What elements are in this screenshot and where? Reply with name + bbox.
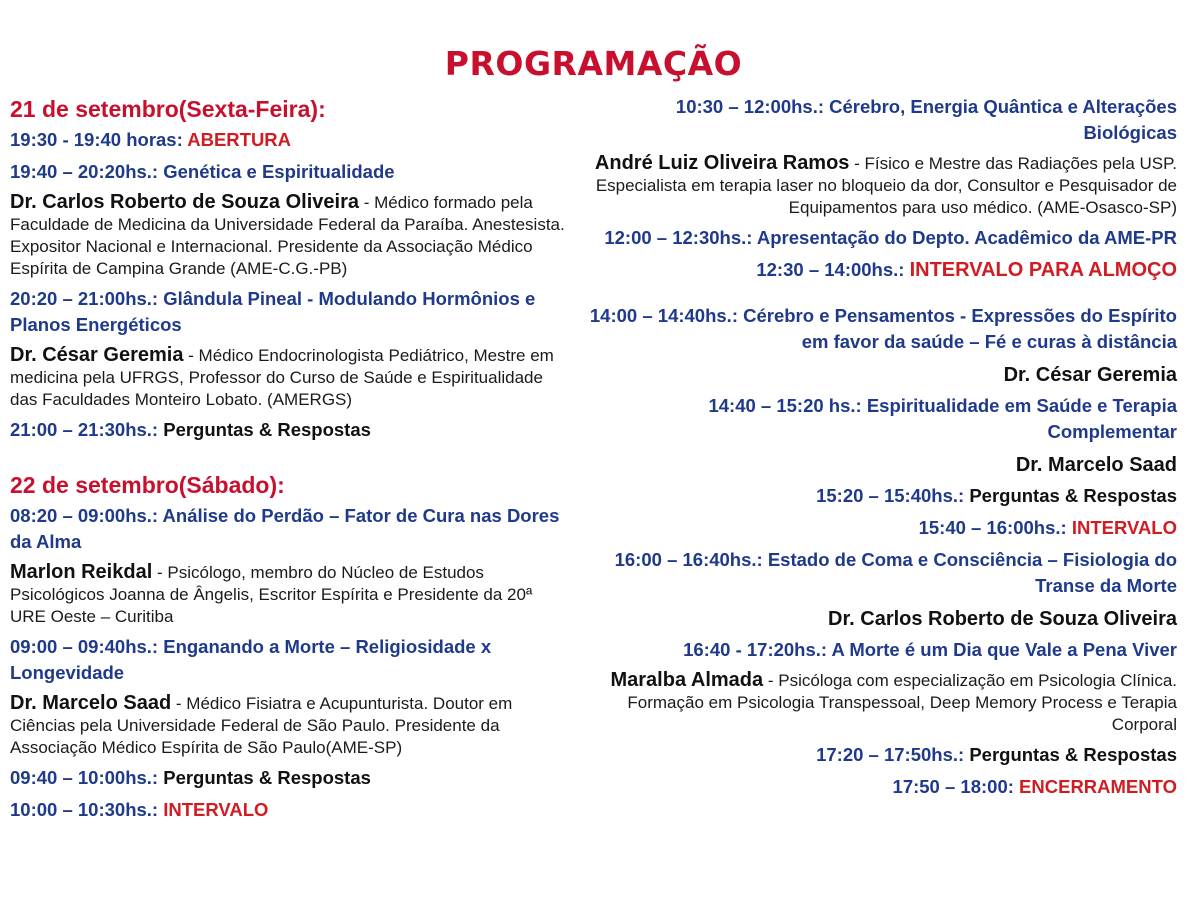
slot-time: 19:30 - 19:40 horas: [10, 129, 188, 150]
speaker-carlos [10, 191, 570, 280]
slot-intervalo-2 [582, 515, 1177, 541]
speaker-name: Marlon Reikdal [10, 561, 153, 583]
slot-time: 15:20 – 15:40hs.: [816, 485, 970, 506]
speaker-desc: - Médico formado pela Faculdade de Medicina da Universidade Federal da Paraíba. Anestesista. Expositor Nacional e Internacional. Presidente da Associação Médico Espírita de Campina Grande (AME-C.G.-PB) [10, 193, 565, 278]
slot-qa-day2 [10, 765, 570, 791]
slot-title: Perguntas & Respostas [163, 419, 371, 440]
slot-time: 17:50 – 18:00: [892, 776, 1020, 797]
speaker-marlon [10, 561, 570, 628]
left-column [10, 95, 570, 829]
slot-qa-1 [582, 483, 1177, 509]
speaker-marcelo [10, 692, 570, 759]
speaker-desc: - Físico e Mestre das Radiações pela USP. Especialista em terapia laser no bloqueio da dor, Consultor e Pesquisador de Equipamentos para uso médico. (AME-Osasco-SP) [595, 154, 1177, 217]
slot-coma: 16:00 – 16:40hs.: Estado de Coma e Consciência – Fisiologia do Transe da Morte [614, 549, 1177, 596]
slot-intervalo-1 [10, 797, 570, 823]
speaker-desc: - Psicóloga com especialização em Psicologia Clínica. Formação em Psicologia Transpessoal, Deep Memory Process e Terapia Corporal [627, 671, 1177, 734]
slot-qa-day1 [10, 417, 570, 443]
page-title: PROGRAMAÇÃO [444, 44, 743, 83]
slot-depto-academico: 12:00 – 12:30hs.: Apresentação do Depto. Acadêmico da AME-PR [604, 227, 1177, 248]
slot-cerebro-energia: 10:30 – 12:00hs.: Cérebro, Energia Quântica e Alterações Biológicas [675, 96, 1177, 143]
speaker-name-cesar: Dr. César Geremia [1003, 364, 1177, 386]
speaker-andre [582, 152, 1177, 219]
slot-title: ABERTURA [187, 129, 292, 150]
slot-qa-2 [582, 742, 1177, 768]
slot-genetica: 19:40 – 20:20hs.: Genética e Espiritualidade [10, 161, 395, 182]
slot-pineal: 20:20 – 21:00hs.: Glândula Pineal - Modulando Hormônios e Planos Energéticos [10, 288, 536, 335]
day1-heading: 21 de setembro(Sexta-Feira): [10, 96, 326, 122]
speaker-cesar [10, 344, 570, 411]
slot-title: INTERVALO [1071, 517, 1177, 538]
slot-title: Perguntas & Respostas [163, 767, 371, 788]
slot-time: 12:30 – 14:00hs.: [756, 259, 910, 280]
speaker-name: Dr. Carlos Roberto de Souza Oliveira [10, 191, 359, 213]
speaker-desc: - Médico Fisiatra e Acupunturista. Doutor em Ciências pela Universidade Federal de São Paulo. Presidente da Associação Médico Espírita de São Paulo(AME-SP) [10, 694, 513, 757]
speaker-name: André Luiz Oliveira Ramos [594, 152, 850, 174]
slot-title: INTERVALO [163, 799, 269, 820]
slot-cerebro-pensamentos: 14:00 – 14:40hs.: Cérebro e Pensamentos - Expressões do Espírito em favor da saúde – Fé e curas à distância [589, 305, 1177, 352]
speaker-desc: - Médico Endocrinologista Pediátrico, Mestre em medicina pela UFRGS, Professor do Curso de Saúde e Espiritualidade das Faculdades Monteiro Lobato. (AMERGS) [10, 346, 554, 409]
right-column [582, 94, 1177, 806]
speaker-name: Dr. César Geremia [10, 344, 184, 366]
speaker-name: Maralba Almada [610, 669, 764, 691]
slot-title: Perguntas & Respostas [969, 485, 1177, 506]
slot-time: 17:20 – 17:50hs.: [816, 744, 970, 765]
slot-perdao: 08:20 – 09:00hs.: Análise do Perdão – Fator de Cura nas Dores da Alma [10, 505, 560, 552]
slot-espiritualidade-saude: 14:40 – 15:20 hs.: Espiritualidade em Saúde e Terapia Complementar [708, 395, 1177, 442]
slot-abertura [10, 127, 570, 153]
slot-time: 15:40 – 16:00hs.: [918, 517, 1072, 538]
speaker-name-marcelo: Dr. Marcelo Saad [1015, 454, 1177, 476]
day2-heading: 22 de setembro(Sábado): [10, 472, 285, 498]
speaker-maralba [582, 669, 1177, 736]
slot-enganando-morte: 09:00 – 09:40hs.: Enganando a Morte – Religiosidade x Longevidade [10, 636, 492, 683]
slot-time: 10:00 – 10:30hs.: [10, 799, 164, 820]
slot-encerramento [582, 774, 1177, 800]
speaker-name: Dr. Marcelo Saad [10, 692, 172, 714]
slot-almoco [582, 257, 1177, 283]
speaker-desc: - Psicólogo, membro do Núcleo de Estudos Psicológicos Joanna de Ângelis, Escritor Espírita e Presidente da 20ª URE Oeste – Curitiba [10, 563, 533, 626]
slot-time: 09:40 – 10:00hs.: [10, 767, 164, 788]
slot-morte-dia: 16:40 - 17:20hs.: A Morte é um Dia que Vale a Pena Viver [683, 639, 1177, 660]
slot-title: Perguntas & Respostas [969, 744, 1177, 765]
slot-title: ENCERRAMENTO [1019, 776, 1177, 797]
slot-title: INTERVALO PARA ALMOÇO [909, 259, 1177, 281]
speaker-name-carlos: Dr. Carlos Roberto de Souza Oliveira [828, 608, 1177, 630]
slot-time: 21:00 – 21:30hs.: [10, 419, 164, 440]
